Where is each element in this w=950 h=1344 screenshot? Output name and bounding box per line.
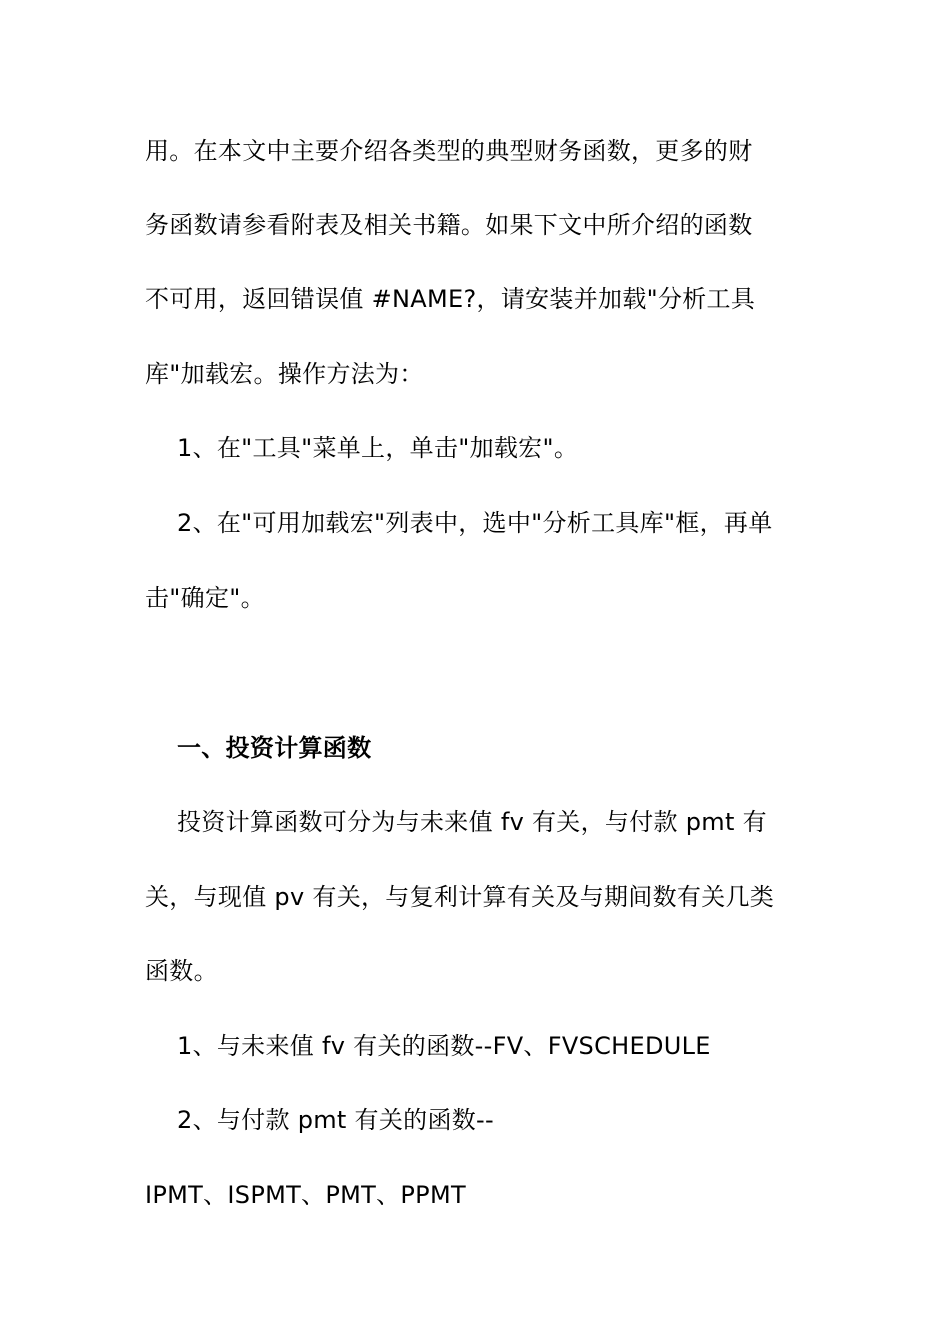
list-item-step-1: 1、在"工具"菜单上，单击"加载宏"。: [177, 434, 579, 462]
paragraph-line: 库"加载宏。操作方法为：: [145, 360, 424, 388]
paragraph-line: 务函数请参看附表及相关书籍。如果下文中所介绍的函数: [145, 211, 753, 239]
paragraph-line: 用。在本文中主要介绍各类型的典型财务函数，更多的财: [145, 137, 753, 165]
section-heading: 一、投资计算函数: [177, 734, 372, 762]
paragraph-line: 击"确定"。: [145, 584, 265, 612]
paragraph-line: IPMT、ISPMT、PMT、PPMT: [145, 1181, 466, 1209]
paragraph-line: 函数。: [145, 957, 218, 985]
list-item-step-2: 2、在"可用加载宏"列表中，选中"分析工具库"框，再单: [177, 509, 773, 537]
paragraph-line: 关，与现值 pv 有关，与复利计算有关及与期间数有关几类: [145, 883, 775, 911]
list-item-fv: 1、与未来值 fv 有关的函数--FV、FVSCHEDULE: [177, 1032, 711, 1060]
list-item-pmt: 2、与付款 pmt 有关的函数--: [177, 1106, 494, 1134]
paragraph-line: 投资计算函数可分为与未来值 fv 有关，与付款 pmt 有: [177, 808, 767, 836]
paragraph-line: 不可用，返回错误值 #NAME?，请安装并加载"分析工具: [145, 285, 756, 313]
